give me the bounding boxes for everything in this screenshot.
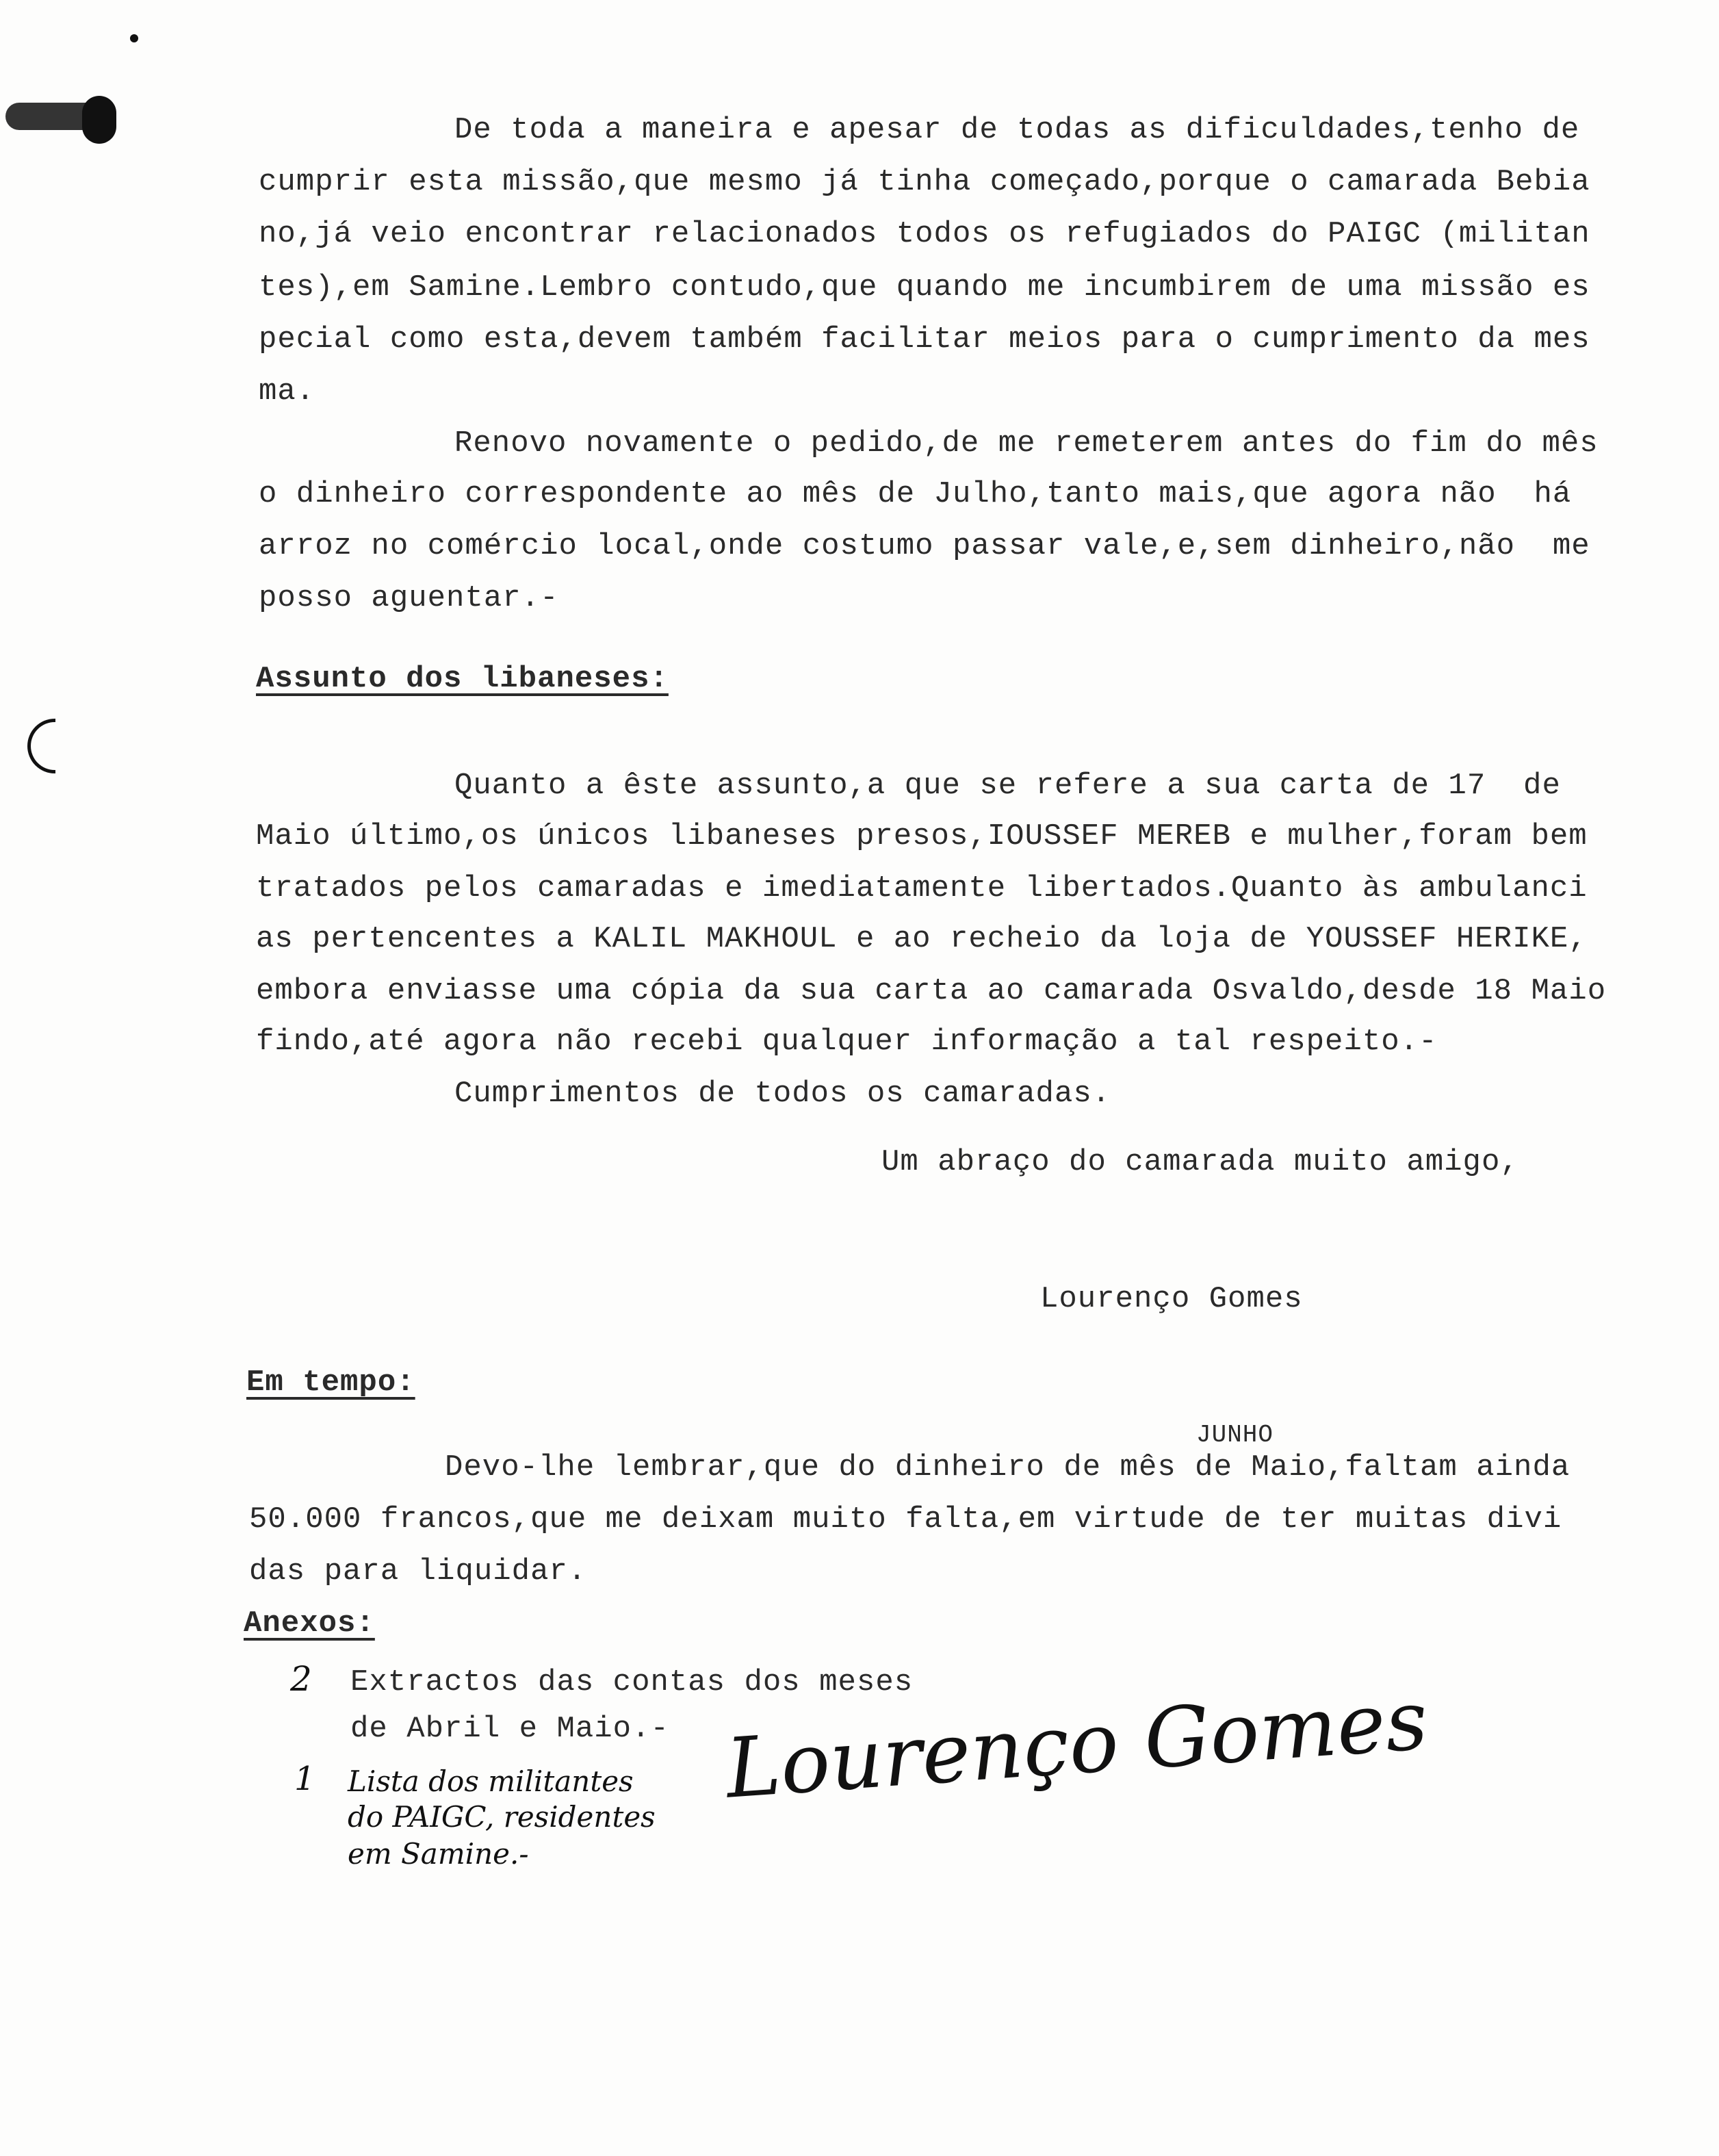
- paragraph3-line-6: findo,até agora não recebi qualquer informação a tal respeito.-: [256, 1025, 1438, 1059]
- heading-anexos: Anexos:: [244, 1606, 375, 1641]
- postscript-line-1: Devo-lhe lembrar,que do dinheiro de mês de Maio,faltam ainda: [445, 1450, 1571, 1485]
- paragraph1-line-1: De toda a maneira e apesar de todas as dificuldades,tenho de: [454, 113, 1580, 147]
- paragraph3-line-3: tratados pelos camaradas e imediatamente libertados.Quanto às ambulanci: [256, 871, 1588, 906]
- paragraph2-line-2: o dinheiro correspondente ao mês de Julho,tanto mais,que agora não há: [259, 477, 1572, 511]
- paragraph3-line-4: as pertencentes a KALIL MAKHOUL e ao recheio da loja de YOUSSEF HERIKE,: [256, 922, 1588, 956]
- annex2-number: 1: [294, 1760, 315, 1798]
- paragraph3-line-5: embora enviasse uma cópia da sua carta ao camarada Osvaldo,desde 18 Maio: [256, 974, 1607, 1008]
- annex2-line-1: Lista dos militantes: [348, 1764, 634, 1798]
- scan-mark: [130, 34, 138, 42]
- annex2-line-2: do PAIGC, residentes: [348, 1800, 656, 1834]
- paragraph1-line-2: cumprir esta missão,que mesmo já tinha começado,porque o camarada Bebia: [259, 165, 1590, 199]
- greetings-line: Cumprimentos de todos os camaradas.: [454, 1077, 1111, 1111]
- paragraph2-line-4: posso aguentar.-: [259, 581, 559, 615]
- postscript-line-3: das para liquidar.: [249, 1554, 587, 1589]
- typed-name: Lourenço Gomes: [1040, 1282, 1303, 1316]
- paragraph1-line-3: no,já veio encontrar relacionados todos os refugiados do PAIGC (militan: [259, 217, 1590, 251]
- closing-line: Um abraço do camarada muito amigo,: [881, 1145, 1519, 1179]
- junho-insert: JUNHO: [1196, 1421, 1274, 1449]
- paragraph3-line-1: Quanto a êste assunto,a que se refere a sua carta de 17 de: [454, 769, 1561, 803]
- paragraph1-line-4: tes),em Samine.Lembro contudo,que quando me incumbirem de uma missão es: [259, 270, 1590, 305]
- heading-libaneses: Assunto dos libaneses:: [256, 662, 669, 696]
- scan-mark: [82, 96, 116, 144]
- postscript-line-2: 50.000 francos,que me deixam muito falta,em virtude de ter muitas divi: [249, 1502, 1562, 1537]
- annex1-line-2: de Abril e Maio.-: [350, 1712, 669, 1746]
- paragraph2-line-3: arroz no comércio local,onde costumo passar vale,e,sem dinheiro,não me: [259, 529, 1590, 563]
- paragraph3-line-2: Maio último,os únicos libaneses presos,IOUSSEF MEREB e mulher,foram bem: [256, 819, 1588, 854]
- annex1-number: 2: [290, 1659, 312, 1699]
- paragraph1-line-6: ma.: [259, 374, 315, 409]
- scan-mark: [27, 719, 55, 773]
- paragraph1-line-5: pecial como esta,devem também facilitar meios para o cumprimento da mes: [259, 322, 1590, 357]
- heading-em-tempo: Em tempo:: [246, 1365, 415, 1400]
- annex2-line-3: em Samine.-: [348, 1837, 529, 1871]
- paragraph2-line-1: Renovo novamente o pedido,de me remeterem antes do fim do mês: [454, 426, 1599, 461]
- annex1-line-1: Extractos das contas dos meses: [350, 1665, 914, 1699]
- handwritten-signature: Lourenço Gomes: [723, 1673, 1431, 1817]
